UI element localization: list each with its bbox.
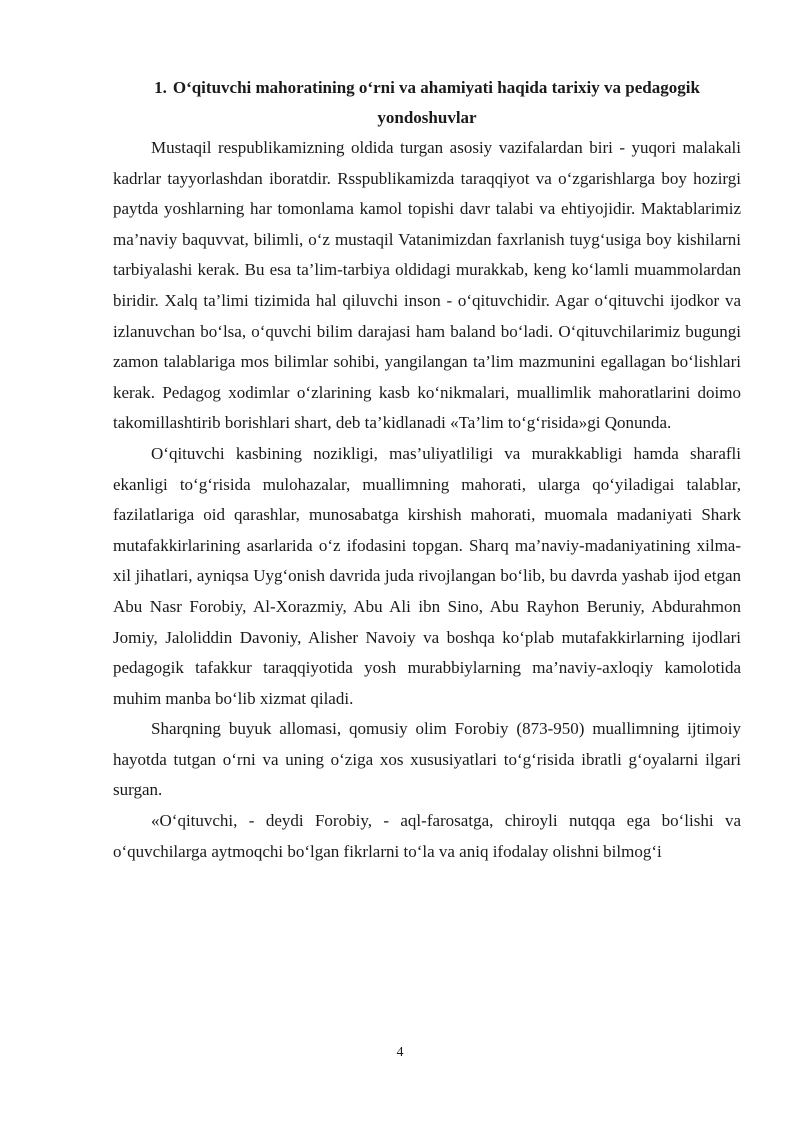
paragraph-3: Sharqning buyuk allomasi, qomusiy olim Forobiy (873-950) muallimning ijtimoiy hayotda tutgan o‘rni va uning o‘ziga xos xususiyatlari to‘g‘risida ibratli g‘oyalarni ilgari surgan.: [113, 719, 741, 800]
paragraph-4: «O‘qituvchi, - deydi Forobiy, - aql-farosatga, chiroyli nutqqa ega bo‘lishi va o‘quvchilarga aytmoqchi bo‘lgan fikrlarni to‘la va aniq ifodalay olishni bilmog‘i: [113, 811, 741, 861]
paragraph-1: Mustaqil respublikamizning oldida turgan asosiy vazifalardan biri - yuqori malakali kadrlar tayyorlashdan iboratdir. Rsspublikamizda taraqqiyot va o‘zgarishlarga boy hozirgi paytda yoshlarning har tomonlama kamol topishi davr talabi va ehtiyojidir. Maktablarimiz ma’naviy baquvvat, bilimli, o‘z mustaqil Vatanimizdan faxrlanish tuyg‘usiga boy kishilarni tarbiyalashi kerak. Bu esa ta’lim-tarbiya oldidagi murakkab, keng ko‘lamli muammolardan biridir. Xalq ta’limi tizimida hal qiluvchi inson - o‘qituvchidir. Agar o‘qituvchi ijodkor va izlanuvchan bo‘lsa, o‘quvchi bilim darajasi ham baland bo‘ladi. O‘qituvchilarimiz bugungi zamon talablariga mos bilimlar sohibi, yangilangan ta’lim mazmunini egallagan bo‘lishlari kerak. Pedagog xodimlar o‘zlarining kasb ko‘nikmalari, muallimlik mahoratlarini doimo takomillashtirib borishlari shart, deb ta’kidlanadi «Ta’lim to‘g‘risida»gi Qonunda.: [113, 138, 741, 433]
section-heading: [113, 73, 741, 133]
section-title: O‘qituvchi mahoratining o‘rni va ahamiyati haqida tarixiy va pedagogik yondoshuvlar: [172, 78, 700, 127]
page-content: [113, 73, 741, 867]
paragraph-2: O‘qituvchi kasbining nozikligi, mas’uliyatliligi va murakkabligi hamda sharafli ekanligi to‘g‘risida mulohazalar, muallimning mahorati, ularga qo‘yiladigai talablar, fazilatlariga oid qarashlar, munosabatga kirshish mahorati, muomala madaniyati Shark mutafakkirlarining asarlarida o‘z ifodasini topgan. Sharq ma’naviy-madaniyatining xilma-xil jihatlari, ayniqsa Uyg‘onish davrida juda rivojlangan bo‘lib, bu davrda yashab ijod etgan Abu Nasr Forobiy, Al-Xorazmiy, Abu Ali ibn Sino, Abu Rayhon Beruniy, Abdurahmon Jomiy, Jaloliddin Davoniy, Alisher Navoiy va boshqa ko‘plab mutafakkirlarning ijodlari pedagogik tafakkur taraqqiyotida yosh murabbiylarning ma’naviy-axloqiy kamolotida muhim manba bo‘lib xizmat qiladi.: [113, 443, 741, 708]
section-number: 1.: [154, 78, 167, 97]
page-number: 4: [396, 1045, 404, 1060]
